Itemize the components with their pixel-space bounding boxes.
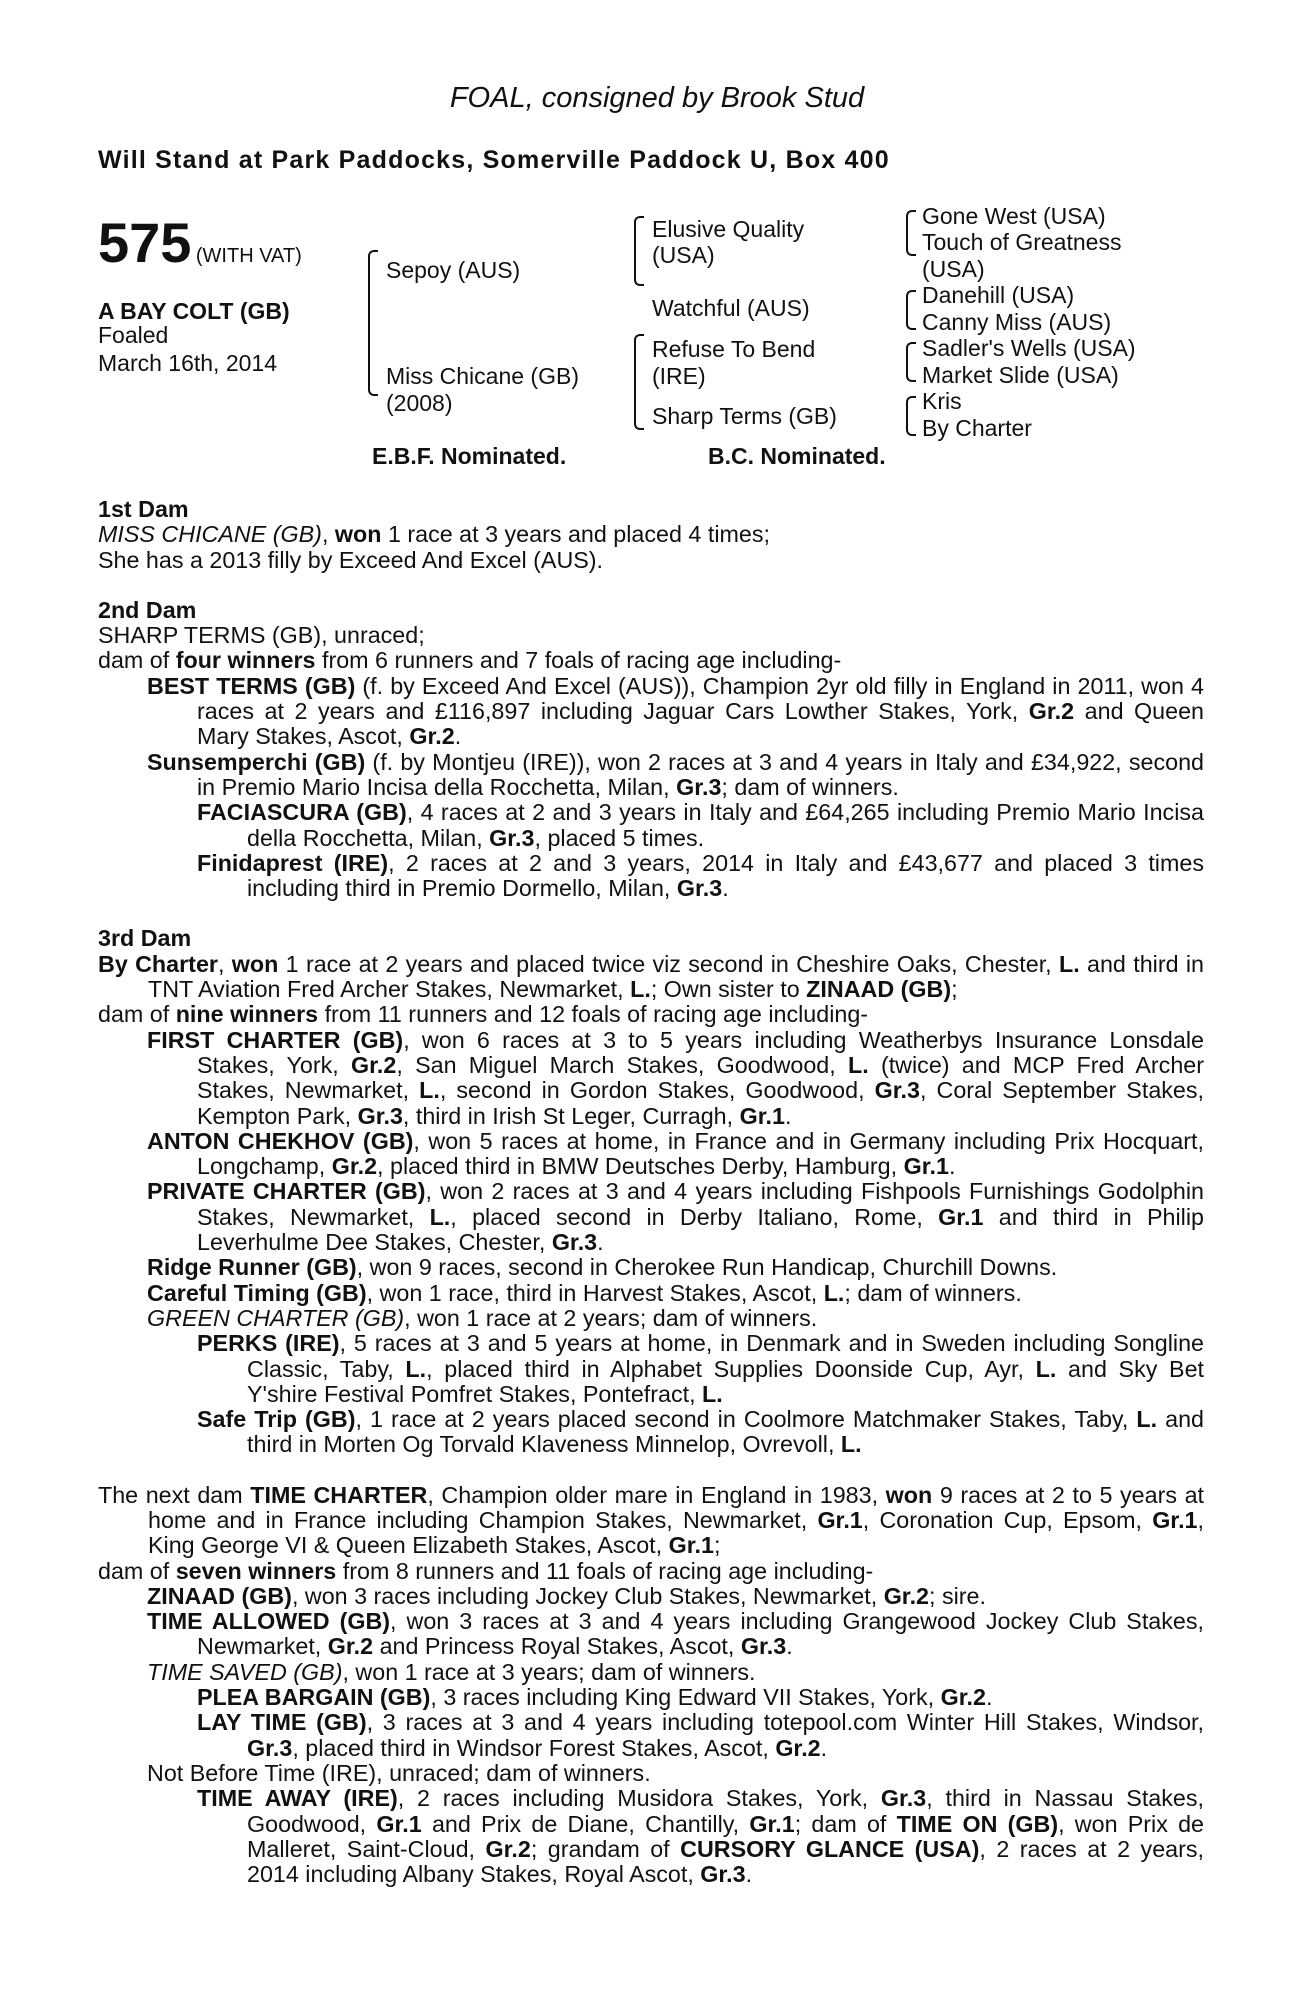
text-run: from 8 runners and 11 foals of racing age including-	[336, 1557, 874, 1584]
second-dam-heading: 2nd Dam	[98, 596, 197, 623]
bold-text: Gr.3	[700, 1861, 746, 1888]
bold-text: L.	[405, 1355, 427, 1382]
bold-text: Gr.3	[489, 824, 535, 851]
bold-text: L.	[1058, 950, 1080, 977]
text-run: , won 2 races at 3 and 4 years including Fishpools Furnishings Godolphin Stakes, Newmarket,	[197, 1178, 1204, 1230]
pedigree-brace-g2	[906, 290, 916, 330]
text-run: ;	[713, 1532, 721, 1559]
dam-sire: Refuse To Bend	[652, 336, 816, 362]
pedigree-paragraph	[98, 674, 1204, 750]
text-run: , 3 races at 3 and 4 years including totepool.com Winter Hill Stakes, Windsor,	[366, 1709, 1204, 1736]
text-run: and third in Philip Leverhulme Dee Stakes, Chester,	[197, 1203, 1204, 1256]
text-run: .	[722, 875, 729, 902]
second-dam-text	[98, 623, 1204, 901]
text-run: .	[820, 1734, 828, 1761]
bold-text: Gr.2	[883, 1582, 930, 1609]
text-run: .	[985, 1684, 993, 1711]
sire-sire: Elusive Quality	[652, 216, 805, 242]
pedigree-paragraph	[98, 1584, 1204, 1609]
bold-text: L.	[1136, 1406, 1158, 1433]
text-run: , placed 5 times.	[534, 824, 705, 851]
pedigree-paragraph	[98, 1002, 1204, 1027]
lot-number: 575	[98, 211, 192, 274]
text-run: ; dam of winners.	[721, 773, 899, 800]
bold-text: L.	[419, 1077, 440, 1104]
pedigree-paragraph	[98, 1559, 1204, 1584]
text-run: and Queen Mary Stakes, Ascot,	[197, 698, 1205, 750]
bold-text: Ridge Runner (GB)	[147, 1254, 357, 1281]
pedigree-paragraph	[98, 648, 1204, 673]
bold-text: Gr.1	[938, 1203, 984, 1230]
bold-text: L.	[1035, 1355, 1057, 1382]
ebf-nominated: E.B.F. Nominated.	[372, 443, 567, 469]
text-run: , 5 races at 3 and 5 years at home, in Denmark and in Sweden including Songline Classic, Taby,	[247, 1330, 1204, 1382]
bold-text: Gr.3	[874, 1077, 920, 1104]
grandsire-3: Danehill (USA)	[922, 282, 1075, 308]
text-run: , won 1 race at 3 years; dam of winners.	[342, 1658, 756, 1685]
text-run: dam of	[98, 1001, 176, 1028]
pedigree-paragraph	[98, 1786, 1204, 1887]
bold-text: Gr.1	[903, 1153, 949, 1180]
grandsire-2: Touch of Greatness	[922, 229, 1122, 255]
text-run: .	[745, 1861, 753, 1888]
pedigree-paragraph	[98, 1685, 1204, 1710]
bold-text: Safe Trip (GB)	[197, 1406, 356, 1433]
bold-text: TIME ALLOWED (GB)	[147, 1608, 391, 1635]
bold-text: L.	[823, 1279, 845, 1306]
pedigree-paragraph	[98, 1129, 1204, 1180]
pedigree-paragraph	[98, 1028, 1204, 1129]
first-dam-text	[98, 522, 1204, 547]
bold-text: TIME AWAY (IRE)	[197, 1785, 398, 1812]
bold-text: Gr.2	[409, 723, 455, 750]
bold-text: won	[334, 521, 382, 548]
text-run: ,	[217, 950, 232, 977]
pedigree-brace-gen1	[368, 250, 378, 396]
first-dam-produce: She has a 2013 filly by Exceed And Excel (AUS).	[98, 546, 604, 573]
text-run: , third in Nassau Stakes, Goodwood,	[247, 1785, 1204, 1837]
first-dam-heading: 1st Dam	[98, 496, 189, 522]
text-run: , King George VI & Queen Elizabeth Stakes, Ascot,	[148, 1506, 1205, 1559]
pedigree-brace-g3	[906, 342, 916, 382]
text-run: (f. by Exceed And Excel (AUS)), Champion 2yr old filly in England in 2011, won 4 races at 2 years and £116,897 including Jaguar Cars Lowther Stakes, York,	[197, 672, 1204, 725]
bold-text: Gr.1	[749, 1810, 795, 1837]
bold-text: Gr.3	[247, 1734, 293, 1761]
text-run: , placed third in Windsor Forest Stakes, Ascot,	[292, 1734, 776, 1761]
text-run: 9 races at 2 to 5 years at home and in France including Champion Stakes, Newmarket,	[148, 1481, 1205, 1533]
pedigree-brace-dam	[634, 334, 644, 430]
text-run: ; Own sister to	[650, 976, 807, 1003]
text-run: ; sire.	[929, 1582, 986, 1609]
text-run: 1 race at 2 years and placed twice viz second in Cheshire Oaks, Chester,	[278, 950, 1059, 977]
text-run: and Princess Royal Stakes, Ascot,	[373, 1633, 741, 1660]
italic-text: GREEN CHARTER (GB)	[147, 1304, 405, 1331]
text-run: .	[454, 723, 462, 750]
bold-text: Gr.2	[485, 1835, 531, 1862]
text-run: , San Miguel March Stakes, Goodwood,	[396, 1051, 848, 1078]
third-dam-text	[98, 952, 1204, 1458]
text-run: , won 9 races, second in Cherokee Run Handicap, Churchill Downs.	[356, 1254, 1058, 1281]
text-run: , 2 races at 2 and 3 years, 2014 in Italy and £43,677 and placed 3 times including third in Premio Dormello, Milan,	[247, 849, 1204, 902]
pedigree-paragraph	[98, 800, 1204, 851]
grandsire-7: Kris	[922, 388, 962, 414]
foaled-date: March 16th, 2014	[98, 350, 278, 376]
bold-text: Gr.3	[676, 875, 723, 902]
bold-text: ZINAAD (GB)	[147, 1582, 292, 1609]
bold-text: Gr.2	[327, 1633, 374, 1660]
bold-text: LAY TIME (GB)	[197, 1709, 367, 1736]
text-run: and third in Morten Og Torvald Klaveness Minnelop, Ovrevoll,	[247, 1406, 1204, 1458]
text-run: , won 1 race at 2 years; dam of winners.	[404, 1304, 818, 1331]
lot-name: A BAY COLT (GB)	[98, 298, 290, 324]
text-run: and Sky Bet Y'shire Festival Pomfret Stakes, Pontefract,	[247, 1355, 1204, 1407]
bold-text: L.	[429, 1203, 451, 1230]
text-run: Not Before Time (IRE), unraced; dam of winners.	[147, 1759, 651, 1786]
sire-sire-country: (USA)	[652, 242, 715, 268]
bold-text: PERKS (IRE)	[197, 1330, 340, 1357]
text-run: from 6 runners and 7 foals of racing age including-	[315, 647, 842, 674]
pedigree-paragraph	[98, 1761, 1204, 1786]
bold-text: seven winners	[175, 1557, 337, 1584]
text-run: , won 1 race, third in Harvest Stakes, Ascot,	[366, 1279, 824, 1306]
pedigree-paragraph	[98, 851, 1204, 902]
text-run: (f. by Montjeu (IRE)), won 2 races at 3 and 4 years in Italy and £34,922, second in Premio Mario Incisa della Rocchetta, Milan,	[197, 748, 1204, 800]
bold-text: Gr.3	[880, 1785, 927, 1812]
text-run: ; grandam of	[530, 1835, 681, 1862]
bold-text: Gr.3	[676, 773, 722, 800]
bold-text: TIME CHARTER	[250, 1481, 428, 1508]
bold-text: L.	[847, 1051, 869, 1078]
text-run: , placed third in Alphabet Supplies Doonside Cup, Ayr,	[426, 1355, 1036, 1382]
pedigree-paragraph	[98, 1483, 1204, 1559]
grandsire-4: Canny Miss (AUS)	[922, 309, 1112, 335]
text-run: .	[784, 1102, 792, 1129]
text-run: .	[948, 1153, 956, 1180]
pedigree-paragraph	[98, 1609, 1204, 1660]
bold-text: L.	[630, 976, 651, 1003]
grandsire-1: Gone West (USA)	[922, 203, 1106, 229]
text-run: , Champion older mare in England in 1983,	[427, 1481, 886, 1508]
bold-text: ZINAAD (GB)	[806, 976, 952, 1003]
bold-text: By Charter	[98, 950, 218, 977]
bold-text: Gr.1	[739, 1102, 785, 1129]
bold-text: PRIVATE CHARTER (GB)	[147, 1178, 426, 1205]
grandsire-5: Sadler's Wells (USA)	[922, 335, 1136, 361]
text-run: , 4 races at 2 and 3 years in Italy and £64,265 including Premio Mario Incisa della Rocchetta, Milan,	[247, 799, 1204, 851]
pedigree-paragraph	[98, 750, 1204, 801]
pedigree-paragraph	[98, 1255, 1204, 1280]
text-run: , third in Irish St Leger, Curragh,	[402, 1102, 740, 1129]
bold-text: won	[231, 950, 279, 977]
text-run: ;	[951, 976, 958, 1003]
pedigree-paragraph	[98, 1179, 1204, 1255]
bold-text: Gr.3	[551, 1229, 598, 1256]
bold-text: L.	[702, 1380, 723, 1407]
bc-nominated: B.C. Nominated.	[708, 443, 886, 469]
text-run: 1 race at 3 years and placed 4 times;	[381, 521, 770, 548]
bold-text: Gr.1	[376, 1810, 422, 1837]
pedigree-brace-sire	[634, 216, 644, 286]
grandsire-6: Market Slide (USA)	[922, 362, 1119, 388]
next-dam-text	[98, 1483, 1204, 1888]
text-run: , second in Gordon Stakes, Goodwood,	[439, 1077, 875, 1104]
pedigree-paragraph	[98, 1331, 1204, 1407]
text-run: dam of	[98, 647, 176, 674]
text-run: The next dam	[98, 1481, 251, 1508]
text-run: and Prix de Diane, Chantilly,	[421, 1810, 750, 1837]
bold-text: Sunsemperchi (GB)	[147, 748, 366, 775]
text-run: , Coral September Stakes, Kempton Park,	[197, 1077, 1205, 1129]
lot-number-line	[98, 210, 302, 275]
text-run: , won 3 races at 3 and 4 years including Grangewood Jockey Club Stakes, Newmarket,	[197, 1608, 1204, 1660]
bold-text: L.	[840, 1431, 862, 1458]
grandsire-2-country: (USA)	[922, 256, 985, 282]
pedigree-brace-g4	[906, 396, 916, 436]
bold-text: BEST TERMS (GB)	[147, 672, 356, 699]
pedigree-paragraph	[98, 1306, 1204, 1331]
bold-text: FACIASCURA (GB)	[197, 799, 407, 826]
text-run: , won 6 races at 3 to 5 years including Weatherbys Insurance Lonsdale Stakes, York,	[197, 1026, 1204, 1078]
bold-text: Gr.2	[331, 1153, 378, 1180]
text-run: .	[597, 1229, 604, 1256]
bold-text: TIME ON (GB)	[896, 1810, 1059, 1837]
text-run: and third in TNT Aviation Fred Archer Stakes, Newmarket,	[148, 950, 1204, 1003]
dam-name: Miss Chicane (GB)	[386, 363, 579, 389]
bold-text: Gr.2	[351, 1051, 397, 1078]
pedigree-brace-g1	[906, 210, 916, 256]
bold-text: Finidaprest (IRE)	[197, 849, 389, 876]
stabling-location: Will Stand at Park Paddocks, Somerville Paddock U, Box 400	[98, 146, 890, 174]
dam-sire-country: (IRE)	[652, 363, 706, 389]
text-run: SHARP TERMS (GB), unraced;	[98, 622, 425, 649]
text-run: ; dam of	[794, 1810, 897, 1837]
grandsire-8: By Charter	[922, 415, 1032, 441]
bold-text: Gr.2	[775, 1734, 821, 1761]
pedigree-paragraph	[98, 1407, 1204, 1458]
sire-name: Sepoy (AUS)	[386, 257, 521, 283]
dam-details	[98, 497, 1204, 1887]
bold-text: FIRST CHARTER (GB)	[147, 1026, 404, 1053]
pedigree-paragraph	[98, 623, 1204, 648]
foaled-label: Foaled	[98, 322, 169, 348]
pedigree-paragraph	[98, 1660, 1204, 1685]
text-run: , Coronation Cup, Epsom,	[862, 1506, 1153, 1533]
page-title: FOAL, consigned by Brook Stud	[449, 82, 865, 114]
bold-text: CURSORY GLANCE (USA)	[680, 1835, 980, 1862]
bold-text: ANTON CHEKHOV (GB)	[147, 1127, 414, 1154]
dam-year: (2008)	[386, 390, 453, 416]
italic-text: MISS CHICANE (GB)	[98, 521, 322, 548]
vat-note: (WITH VAT)	[195, 245, 302, 267]
text-run: dam of	[98, 1557, 176, 1584]
text-run: , 2 races at 2 years, 2014 including Albany Stakes, Royal Ascot,	[247, 1835, 1204, 1888]
bold-text: Gr.1	[817, 1506, 863, 1533]
text-run: ,	[321, 521, 335, 548]
bold-text: four winners	[175, 647, 316, 674]
text-run: ; dam of winners.	[844, 1279, 1022, 1306]
bold-text: won	[885, 1481, 933, 1508]
text-run: , 2 races including Musidora Stakes, York,	[397, 1785, 881, 1812]
text-run: .	[786, 1633, 793, 1660]
bold-text: Gr.1	[1152, 1506, 1198, 1533]
text-run: , 3 races including King Edward VII Stakes, York,	[430, 1684, 941, 1711]
text-run: (twice) and MCP Fred Archer Stakes, Newmarket,	[197, 1051, 1204, 1104]
pedigree-paragraph	[98, 952, 1204, 1003]
bold-text: Gr.2	[940, 1684, 986, 1711]
text-run: , 1 race at 2 years placed second in Coolmore Matchmaker Stakes, Taby,	[355, 1406, 1137, 1433]
text-run: , placed third in BMW Deutsches Derby, Hamburg,	[377, 1153, 904, 1180]
bold-text: nine winners	[175, 1001, 319, 1028]
bold-text: Careful Timing (GB)	[147, 1279, 367, 1306]
pedigree-paragraph	[98, 1281, 1204, 1306]
bold-text: Gr.2	[1028, 698, 1075, 725]
text-run: , won Prix de Malleret, Saint-Cloud,	[247, 1810, 1204, 1862]
pedigree-paragraph	[98, 1710, 1204, 1761]
text-run: , placed second in Derby Italiano, Rome,	[450, 1203, 939, 1230]
italic-text: TIME SAVED (GB)	[147, 1658, 343, 1685]
text-run: , won 3 races including Jockey Club Stakes, Newmarket,	[291, 1582, 884, 1609]
bold-text: Gr.1	[668, 1532, 714, 1559]
dam-dam: Sharp Terms (GB)	[652, 403, 837, 429]
bold-text: PLEA BARGAIN (GB)	[197, 1684, 431, 1711]
bold-text: Gr.3	[740, 1633, 787, 1660]
text-run: , won 5 races at home, in France and in Germany including Prix Hocquart, Longchamp,	[197, 1127, 1204, 1180]
text-run: from 11 runners and 12 foals of racing age including-	[318, 1001, 869, 1028]
bold-text: Gr.3	[357, 1102, 403, 1129]
third-dam-heading: 3rd Dam	[98, 925, 192, 952]
sire-dam: Watchful (AUS)	[652, 295, 810, 321]
